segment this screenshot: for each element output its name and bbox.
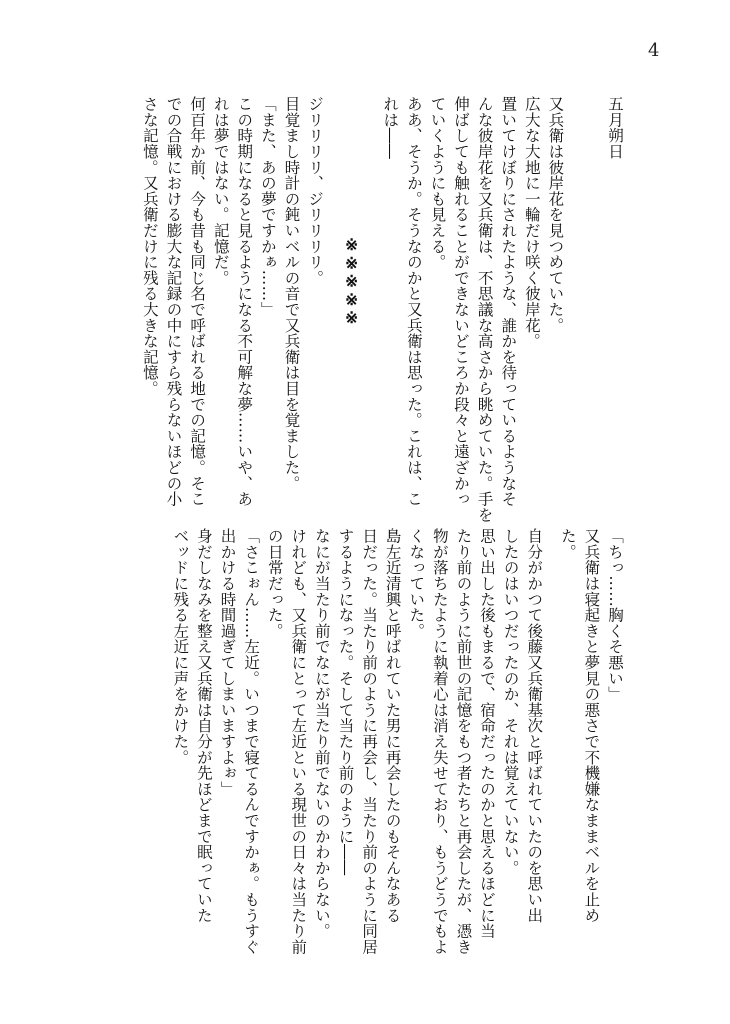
- text-line: 何百年か前、今も昔も同じ名で呼ばれる地での記憶。そこ: [188, 96, 207, 507]
- text-line: 伸ばしても触れることができないどころか段々と遠ざかっ: [452, 96, 471, 507]
- text-line: ジリリリリ、ジリリリリ。: [306, 96, 325, 286]
- page-number: 4: [648, 40, 660, 61]
- text-line: 「さこぉん……左近。いつまで寝てるんですかぁ。もうすぐ: [242, 528, 261, 955]
- text-line: ていくようにも見える。: [428, 96, 447, 270]
- text-line: ああ、そうか。そうなのかと又兵衛は思った。これは、こ: [404, 96, 423, 507]
- text-line: んな彼岸花を又兵衛は、不思議な高さから眺めていた。手を: [475, 96, 494, 523]
- scene-separator: ※※※※※: [342, 236, 362, 328]
- bottom-text-block: [168, 528, 626, 955]
- text-line: さな記憶。又兵衛だけに残る大きな記憶。: [140, 96, 159, 397]
- text-line: 島左近清興と呼ばれていた男に再会したのもそんなある: [383, 528, 402, 923]
- text-line: 又兵衛は彼岸花を見つめていた。: [546, 96, 565, 333]
- text-line: くなっていた。: [407, 528, 426, 639]
- text-line: するようになった。そして当たり前のように――: [336, 528, 355, 876]
- text-line: 置いてけぼりにされたような、誰かを待っているようなそ: [499, 96, 518, 507]
- text-line: ベッドに残る左近に声をかけた。: [171, 528, 190, 765]
- text-line: けれども、又兵衛にとって左近といる現世の日々は当たり前: [289, 528, 308, 955]
- text-line: での合戦における膨大な記録の中にすら残らないほどの小: [164, 96, 183, 507]
- text-line: なにが当たり前でなにが当たり前でないのかわからない。: [312, 528, 331, 939]
- text-line: 日だった。当たり前のように再会し、当たり前のように同居: [360, 528, 379, 955]
- text-line: 広大な大地に一輪だけ咲く彼岸花。: [522, 96, 541, 349]
- top-text-block: [137, 96, 626, 523]
- text-line: たり前のように前世の記憶をもつ者たちと再会したが、憑き: [454, 528, 473, 955]
- text-line: た。: [558, 528, 577, 560]
- text-line: れは夢ではない。記憶だ。: [211, 96, 230, 286]
- text-line: 思い出した後もまるで、宿命だったのかと思えるほどに当: [478, 528, 497, 939]
- text-line: 「また、あの夢ですかぁ……」: [258, 96, 277, 318]
- text-line: 又兵衛は寝起きと夢見の悪さで不機嫌なままベルを止め: [582, 528, 601, 923]
- section-heading: 五月朔日: [606, 96, 624, 160]
- text-line: 目覚まし時計の鈍いベルの音で又兵衛は目を覚ました。: [282, 96, 301, 491]
- text-line: 出かける時間過ぎてしまいますよぉ」: [218, 528, 237, 797]
- text-line: 物が落ちたように執着心は消え失せており、もうどうでもよ: [430, 528, 449, 955]
- text-line: 「ちっ……胸くそ悪い」: [606, 528, 624, 702]
- text-line: の日常だった。: [265, 528, 284, 639]
- text-line: したのはいつだったのか、それは覚えていない。: [501, 528, 520, 876]
- text-line: れは――: [381, 96, 400, 160]
- text-line: この時期になると見るようになる不可解な夢……いや、あ: [235, 96, 254, 507]
- text-line: 自分がかつて後藤又兵衛基次と呼ばれていたのを思い出: [525, 528, 544, 923]
- text-line: 身だしなみを整え又兵衛は自分が先ほどまで眠っていた: [194, 528, 213, 923]
